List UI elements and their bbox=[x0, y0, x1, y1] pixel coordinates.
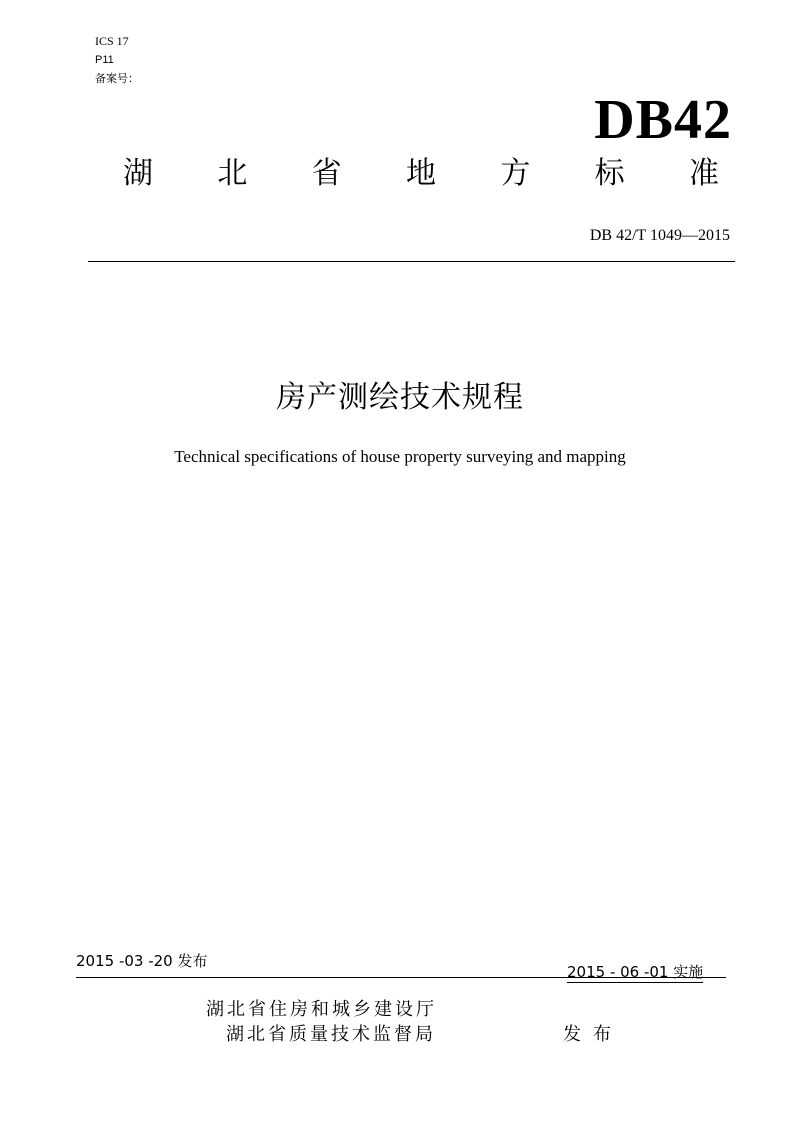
publisher-quality-bureau: 湖北省质量技术监督局 bbox=[226, 1024, 436, 1045]
standard-type-char: 北 bbox=[217, 156, 248, 191]
standard-number: DB 42/T 1049—2015 bbox=[589, 227, 730, 244]
standard-type-char: 方 bbox=[500, 156, 531, 191]
classification-code: P11 bbox=[95, 54, 114, 66]
document-title-chinese: 房产测绘技术规程 bbox=[276, 380, 524, 415]
document-title-english: Technical specifications of house property surveying and mapping bbox=[174, 447, 626, 466]
standard-type-char: 湖 bbox=[123, 156, 153, 191]
publisher-housing-department: 湖北省住房和城乡建设厅 bbox=[206, 999, 437, 1020]
standard-type bbox=[116, 152, 726, 196]
standard-type-char: 标 bbox=[594, 156, 625, 191]
standard-type-char: 省 bbox=[311, 156, 342, 191]
header-divider bbox=[88, 261, 735, 262]
issue-date: 2015 -03 -20 发布 bbox=[76, 952, 208, 970]
publish-verb: 发布 bbox=[563, 1024, 623, 1045]
implementation-date: 2015 - 06 -01 实施 bbox=[567, 963, 704, 981]
record-number-label: 备案号： bbox=[95, 72, 139, 85]
standard-code: DB42 bbox=[594, 89, 732, 151]
standard-type-char: 地 bbox=[405, 156, 436, 191]
ics-code: ICS 17 bbox=[95, 34, 129, 48]
standard-type-char: 准 bbox=[688, 156, 719, 191]
